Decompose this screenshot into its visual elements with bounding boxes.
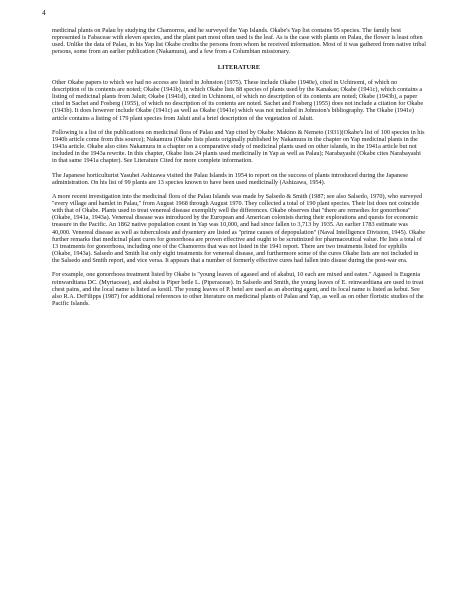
spacer <box>52 264 426 271</box>
spacer <box>52 165 426 172</box>
spacer <box>52 186 426 193</box>
spacer <box>52 122 426 129</box>
section-heading-literature: LITERATURE <box>217 63 261 71</box>
paragraph-other-papers: Other Okabe papers to which we had no access are listed in Johnston (1975). These include Okabe (1940e), cited in Uchinomi, of which no description of its contents are noted; Okabe (1941b), in which Okabe lists 88 species of plants used by the Kanakas; Okabe (1941c), which contains a listing of medicinal plants from Jaluit; Okabe (1941d), cited in Uchinomi, of which no description of its contents are noted; Okabe (1943b), a paper cited in Sachet and Fosberg (1955), of which no description of its contents are noted. Sachet and Fosberg (1955) does not include a citation for Okabe (1943b). It does however include Okabe (1941c) as well as Okabe (1941e) which was not included in Johnston's bibliography. The Okabe (1941e) article contains a listing of 179 plant species from Jaluit and a brief description of the vegetation of Jaluit. <box>52 78 424 122</box>
paragraph-salsedo: A more recent investigation into the medicinal flora of the Palau Islands was made by Salsedo & Smith (1987; see also Salsedo, 1970), who surveyed "every village and hamlet in Palau," from August 1968 through August 1970. They collected a total of 190 plant species. Their list does not coincide with that of Okabe. Plants used to treat venereal disease exemplify well the differences. Okabe observes that "there are remedies for gonorrhoea" (Okabe, 1941a, 1943a). Venereal disease was introduced by the European and American colonists during their explorations and quests for economic treasure in the Pacific. An 1862 native population count in Yap was 10,000, and had since fallen to 3,713 by 1935. An earlier 1783 estimate was 40,000. Venereal disease as well as tuberculosis and dysentery are listed as "prime causes of depopulation" (Naval Intelligence Division, 1945). Okabe further remarks that medicinal plant cures for gonorrhoea are proven effective and ought to be scrutinized for pharmaceutical value. He lists a total of 13 treatments for gonorrhoea, including one of the Chamorros that was not listed in the 1941 report. There are two treatments listed for syphilis (Okabe, 1943a). Salsedo and Smith list only eight treatments for venereal disease, and furthermore some of the cures Okabe lists are not included in the Salsedo and Smith report, and vice versa. It appears that a number of formerly effective cures had fallen into disuse during the post-war era. <box>52 192 425 265</box>
paragraph-intro: medicinal plants on Palau by studying the Chamorros, and he surveyed the Yap Islands. Okabe's Yap list contains 95 species. The family best represented is Fabaceae with eleven species, and the plant part most often used is the leaf. As is the case with plants on Palau, the flower is least often used. Unlike the data of Palau, in his Yap list Okabe credits the persons from whom he received information. Most of it was gathered from native tribal persons, some from an earlier publication (Nakamura), and a few from a Columbian missionary. <box>52 27 426 56</box>
paragraph-example: For example, one gonorrhoea treatment listed by Okabe is "young leaves of agaseel and of akabui, 10 each are mixed and eaten." Agaseel is Eugenia reinwardtiana DC. (Myrtaceae), and akabui is Piper betle L. (Piperaceae). In Salsedo and Smith, the young leaves of E. reinwardtiana are used to treat chest pains, and the local name is listed as kesiil. The young leaves of P. betel are used as an aborting agent, and its local name is listed as kebui. See also R.A. DeFilipps (1987) for additional references to other literature on medicinal plants of Palau and Yap, as well as on other floristic studies of the Pacific Islands. <box>52 271 424 307</box>
page-number: 4 <box>42 8 46 17</box>
paragraph-ashizawa: The Japanese horticulturist Yasuhei Ashizawa visited the Palau Islands in 1954 to report on the success of plants introduced during the Japanese administration. On his list of 99 plants are 13 species known to have been used medicinally (Ashizawa, 1954). <box>52 171 409 186</box>
paragraph-publications: Following is a list of the publications on medicinal flora of Palau and Yap cited by Okabe: Makino & Nemeto (1931)(Okabe's list of 100 species in his 1940b article come from this source); Nakamura (Okabe lists plants originally published by Nakamura in the chapter on Yap medicinal plants in the 1943a article. Okabe also cites Nakamura in a chapter on a comparative study of medicinal plants used on other islands, in the 1941a article but not included in the 1943a rewrite. In this chapter, Okabe lists 24 plants used medicinally in Yap as well as Palau); Narabayashi (Okabe cites Narabayashi in that same 1941a chapter). See Literature Cited for more complete information. <box>52 128 425 165</box>
spacer <box>52 71 426 79</box>
spacer <box>52 56 426 64</box>
